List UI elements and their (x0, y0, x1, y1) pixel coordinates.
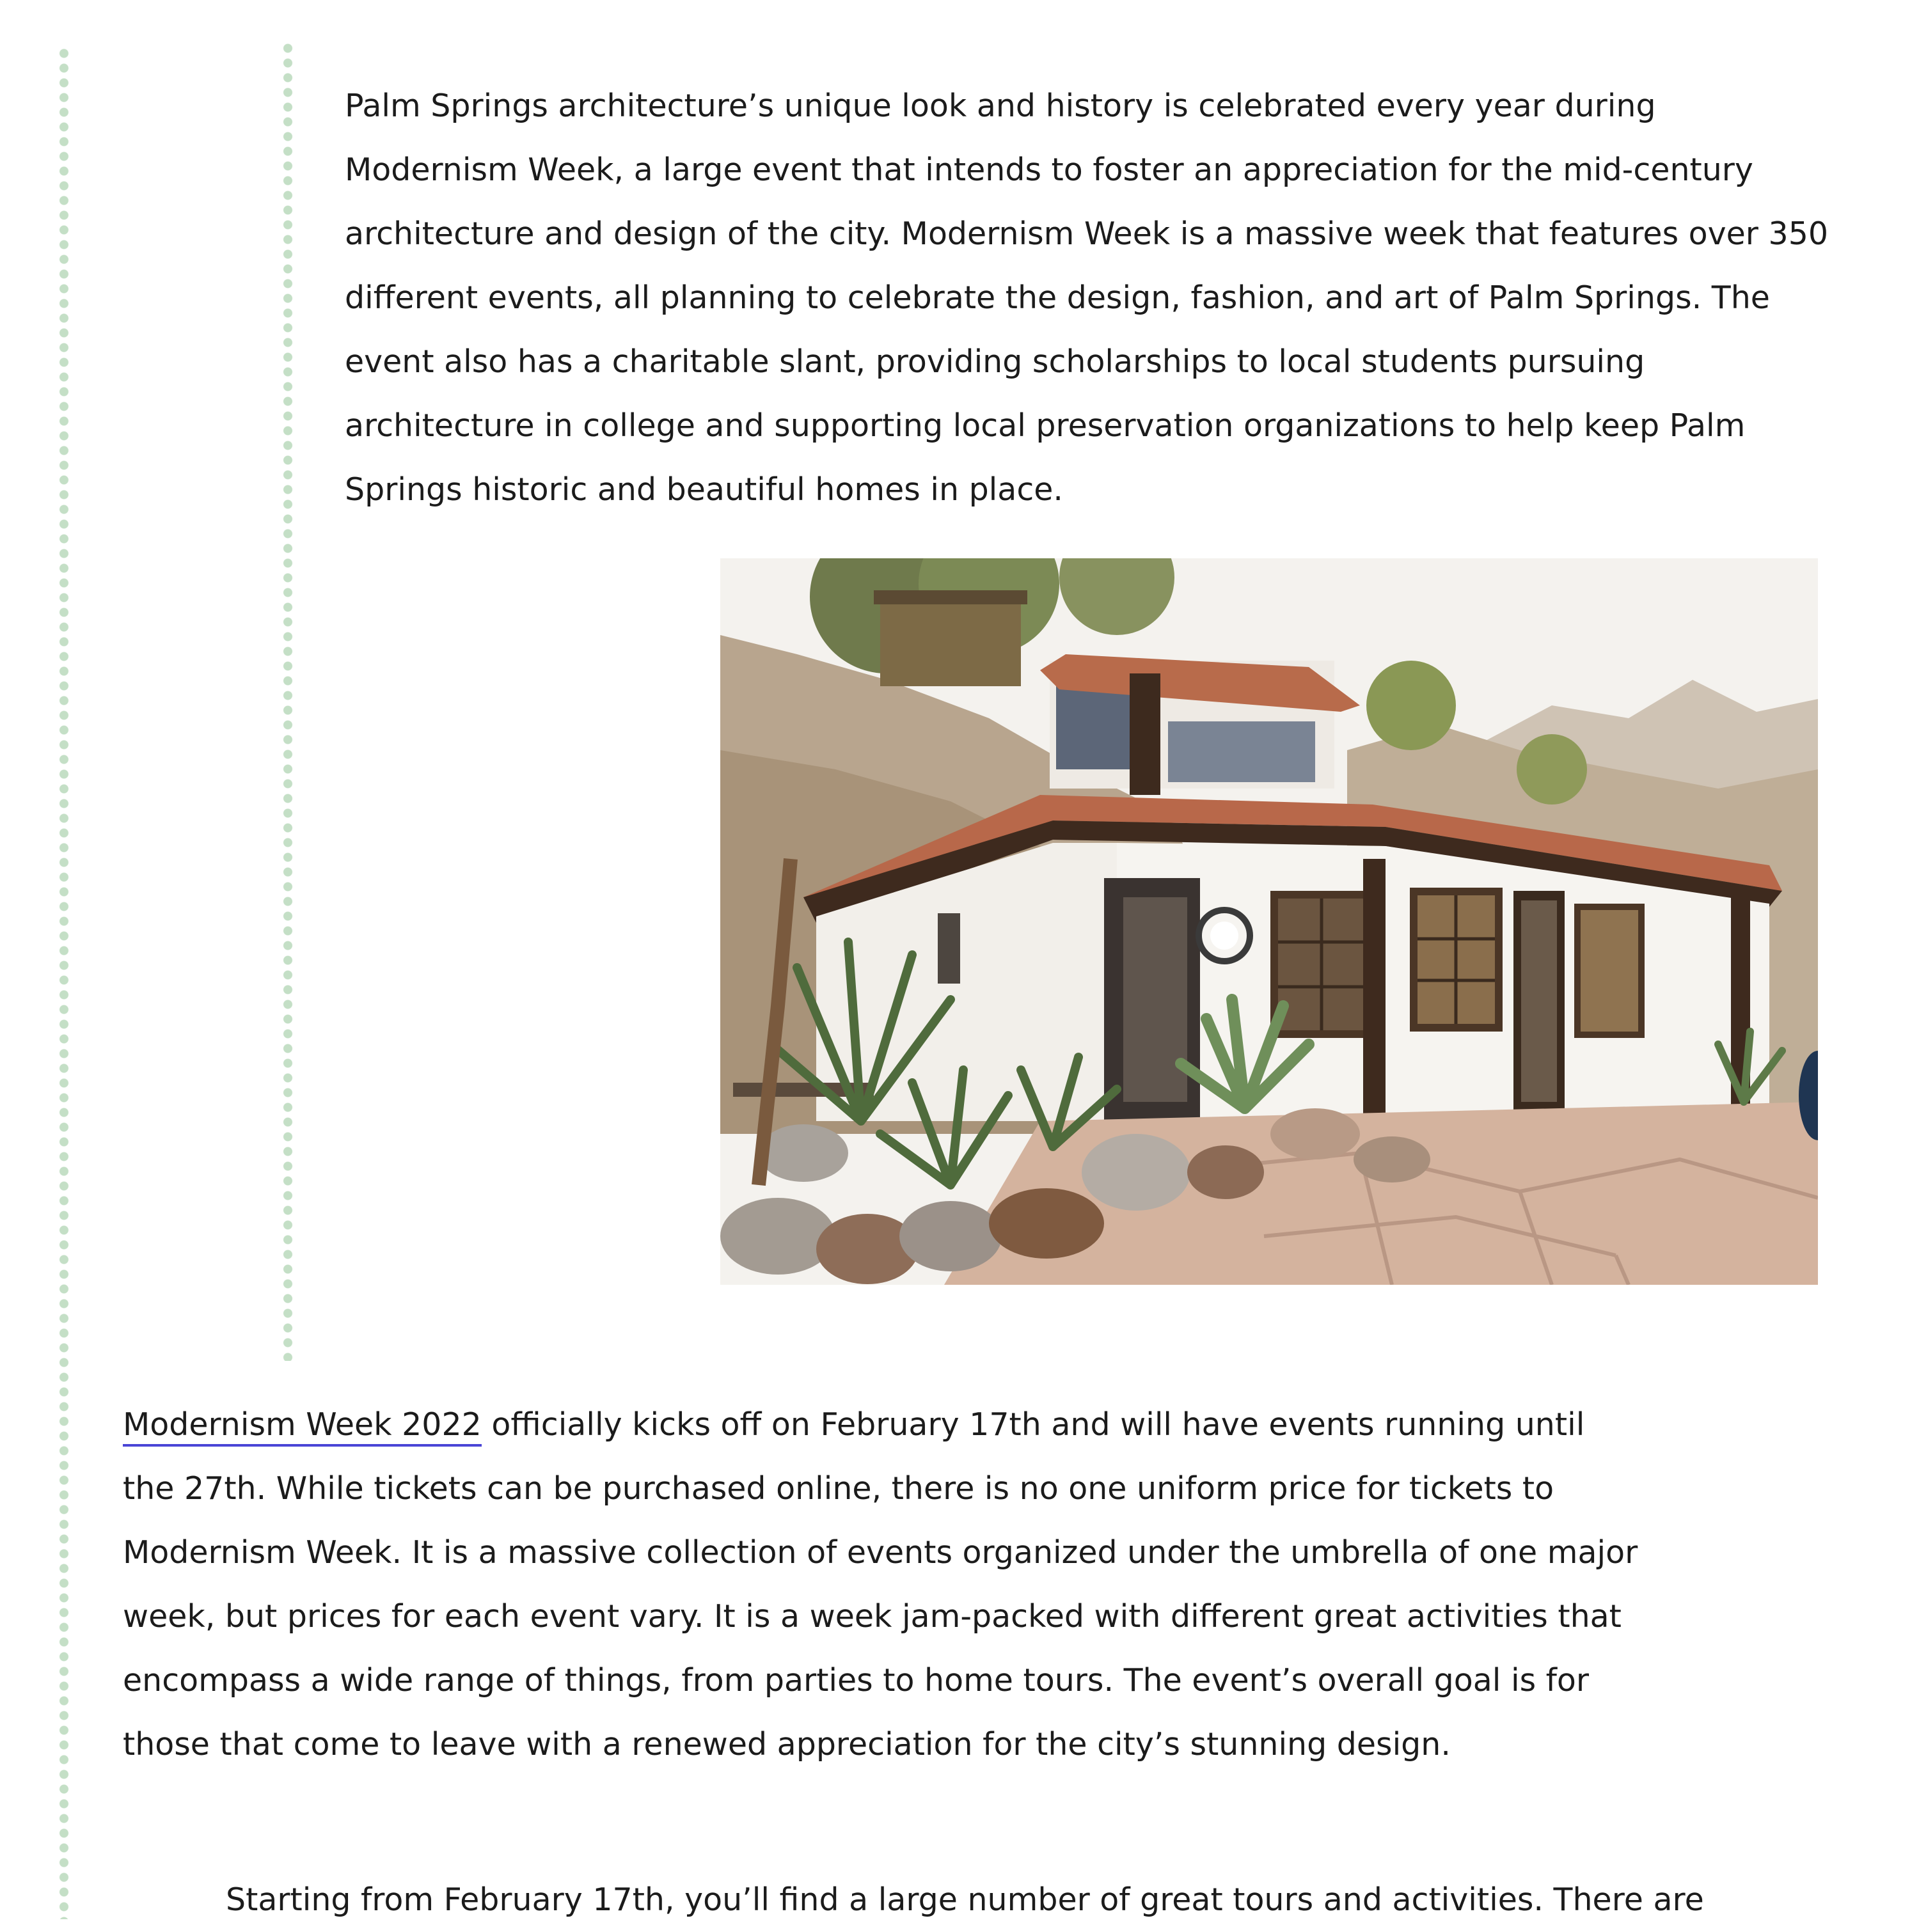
paragraph-intro: Palm Springs architecture’s unique look and history is celebrated every year during Modernism Week, a large event that intends to foster an appreciation for the mid-century architecture and design of the city. Modernism Week is a massive week that features over 350 different events, all planning to celebrate the design, fashion, and art of Palm Springs. The event also has a charitable slant, providing scholarships to local students pursuing architecture in college and supporting local preservation organizations to help keep Palm Springs historic and beautiful homes in place. (345, 88, 1829, 508)
outer-dotted-border (58, 46, 70, 1919)
paragraph-modernism-week-text: officially kicks off on February 17th and will have events running until the 27th. While tickets can be purchased online, there is no one uniform price for tickets to Modernism Week. It is a massive collection of events organized under the umbrella of one major week, but prices for each event vary. It is a week jam-packed with different great activities that encompass a wide range of things, from parties to home tours. The event’s overall goal is for those that come to leave with a renewed appreciation for the city’s stunning design. (123, 1406, 1638, 1763)
paragraph-modernism-week (123, 1393, 1645, 1777)
inner-dotted-border (282, 41, 294, 1361)
house-photo (720, 558, 1818, 1285)
modernism-week-2022-link[interactable]: Modernism Week 2022 (123, 1406, 482, 1447)
paragraph-tours: Starting from February 17th, you’ll find a large number of great tours and activities. There are (226, 1881, 1704, 1918)
house-photo-illustration (720, 558, 1818, 1285)
